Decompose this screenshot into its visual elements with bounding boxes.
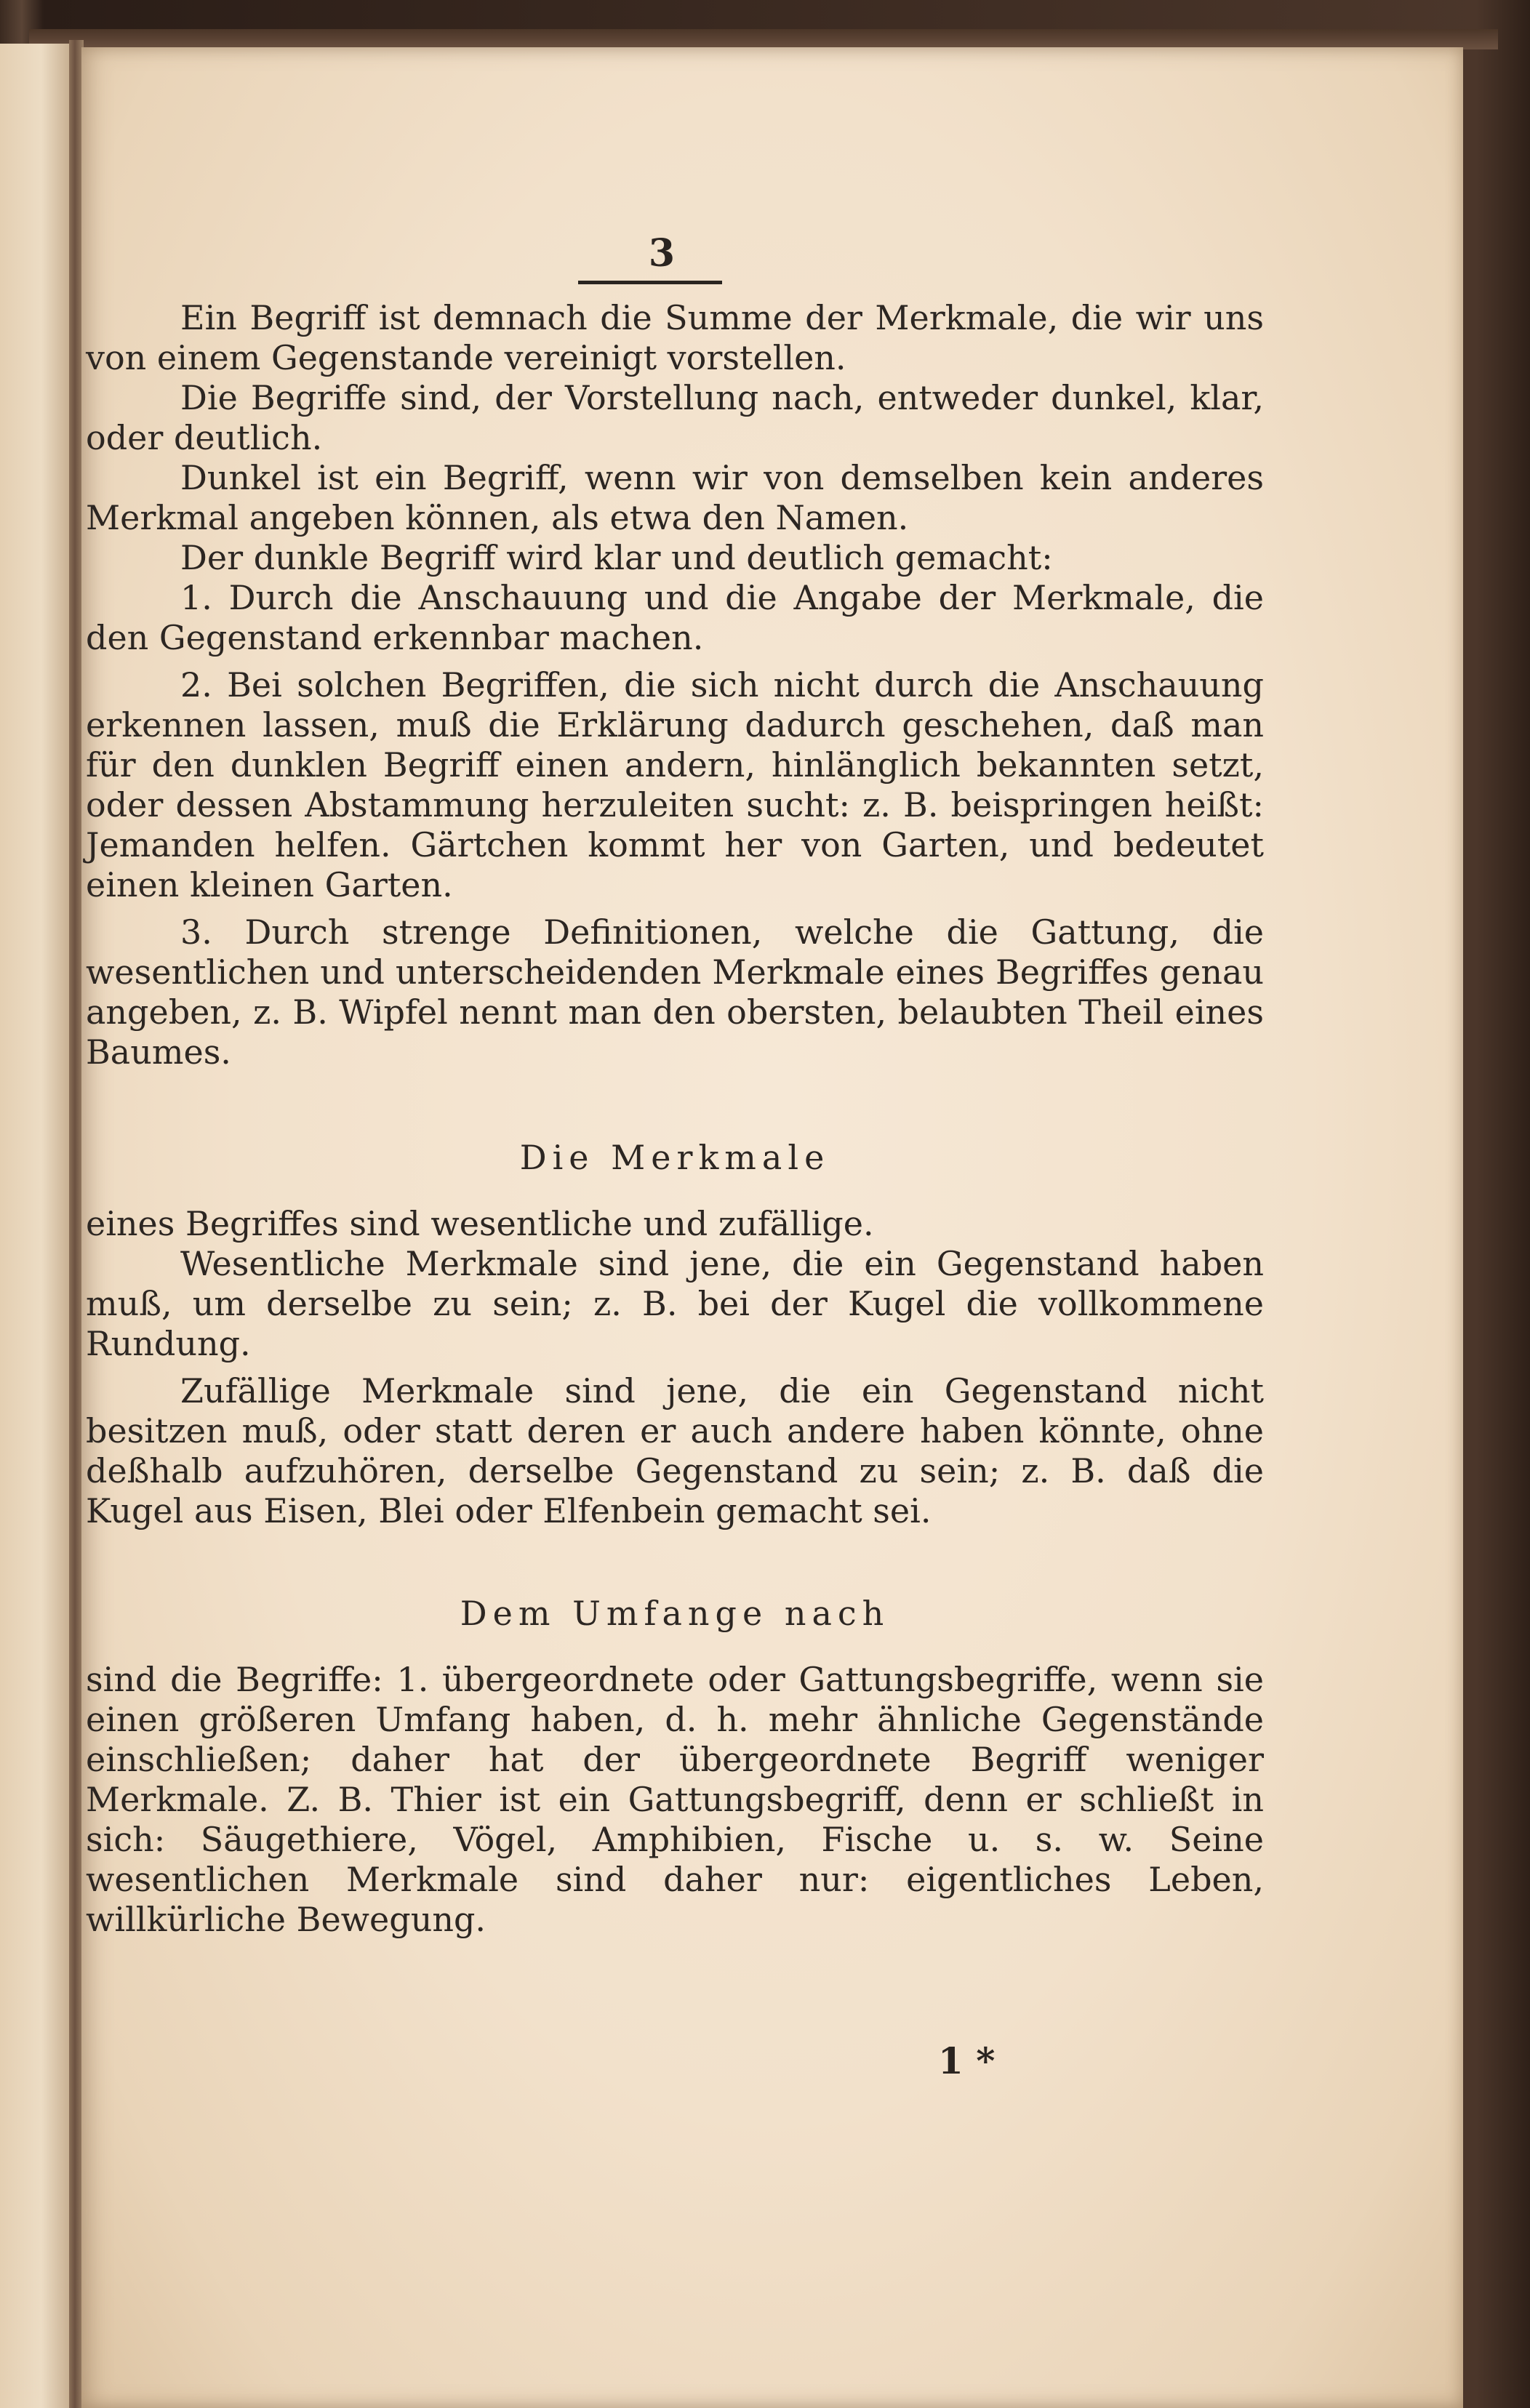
section-heading: Dem Umfange nach	[460, 1594, 890, 1633]
facing-page-edge	[0, 44, 69, 2408]
list-item: 2. Bei solchen Begriffen, die sich nicht durch die Anschauung erkennen lassen, muß die Erklärung dadurch geschehen, daß man für den dunklen Begriff einen andern, hinlänglich bekannten setzt, oder dessen Abstammung herzuleiten sucht: z. B. beispringen heißt: Jemanden helfen. Gärtchen kommt her von Garten, und bedeutet einen kleinen Garten.	[86, 665, 1264, 904]
signature-mark: 1 *	[938, 2039, 996, 2082]
paragraph: Zufällige Merkmale sind jene, die ein Gegenstand nicht besitzen muß, oder statt deren er auch andere haben könnte, ohne deßhalb aufzuhören, derselbe Gegenstand zu sein; z. B. daß die Kugel aus Eisen, Blei oder Elfenbein gemacht sei.	[86, 1371, 1264, 1530]
page-number-rule	[578, 281, 722, 284]
paragraph: Der dunkle Begriff wird klar und deutlich gemacht:	[180, 538, 1053, 577]
paragraph: sind die Begriffe: 1. übergeordnete oder Gattungsbegriffe, wenn sie einen größeren Umfang haben, d. h. mehr ähnliche Gegenstände einschließen; daher hat der übergeordnete Begriff weniger Merkmale. Z. B. Thier ist ein Gattungsbegriff, denn er schließt in sich: Säugethiere, Vögel, Amphibien, Fische u. s. w. Seine wesentlichen Merkmale sind daher nur: eigentliches Leben, willkürliche Bewegung.	[86, 1660, 1264, 1939]
paragraph: Wesentliche Merkmale sind jene, die ein Gegenstand haben muß, um derselbe zu sein; z. B. bei der Kugel die vollkommene Rundung.	[86, 1244, 1264, 1363]
section-heading: Die Merkmale	[519, 1138, 830, 1177]
paragraph: eines Begriffes sind wesentliche und zufällige.	[86, 1204, 874, 1243]
paragraph: Die Begriffe sind, der Vorstellung nach, entweder dunkel, klar, oder deutlich.	[86, 378, 1264, 457]
book-cover-edge	[29, 29, 1498, 49]
page-number: 3	[648, 231, 676, 276]
page-body	[86, 298, 1264, 1940]
list-item: 1. Durch die Anschauung und die Angabe der Merkmale, die den Gegenstand erkennbar machen.	[86, 578, 1264, 657]
paragraph: Ein Begriff ist demnach die Summe der Merkmale, die wir uns von einem Gegenstande vereinigt vorstellen.	[86, 298, 1264, 377]
list-item: 3. Durch strenge Definitionen, welche die Gattung, die wesentlichen und unterscheidenden Merkmale eines Begriffes genau angeben, z. B. Wipfel nennt man den obersten, belaubten Theil eines Baumes.	[86, 912, 1264, 1072]
paragraph: Dunkel ist ein Begriff, wenn wir von demselben kein anderes Merkmal angeben können, als etwa den Namen.	[86, 458, 1264, 537]
